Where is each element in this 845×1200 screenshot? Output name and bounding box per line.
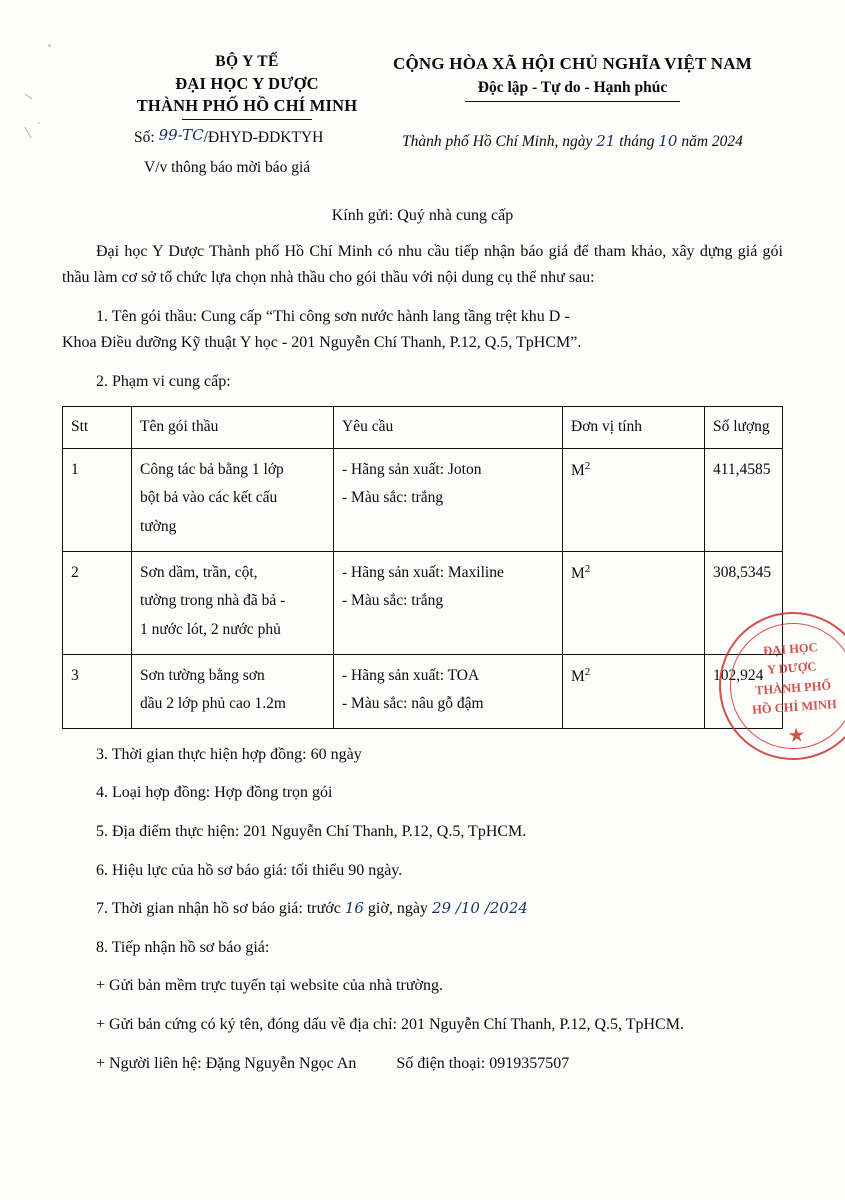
cell-unit <box>563 448 705 551</box>
column-header-requirement: Yêu cầu <box>334 407 563 448</box>
document-number-handwritten: 99-TC <box>158 126 204 145</box>
section-7-prefix: 7. Thời gian nhận hồ sơ báo giá: trước <box>96 900 341 918</box>
nation-divider <box>465 101 680 102</box>
section-7-hour: 16 <box>344 899 364 918</box>
section-7 <box>62 896 783 922</box>
cell-stt: 3 <box>63 654 132 728</box>
column-header-package-name: Tên gói thầu <box>132 407 334 448</box>
issuer-ministry: BỘ Y TẾ <box>215 53 279 70</box>
cell-requirement <box>334 654 563 728</box>
unit-exponent: 2 <box>584 562 591 575</box>
cell-line: tường trong nhà đã bả - <box>140 592 286 610</box>
seal-line-3: THÀNH PHỐ <box>754 678 832 698</box>
section-1-line-2: Khoa Điều dưỡng Kỹ thuật Y học - 201 Nguyễn Chí Thanh, P.12, Q.5, TpHCM”. <box>62 333 582 351</box>
table-row <box>63 551 783 654</box>
contact-line <box>62 1051 783 1077</box>
place-date-month-label: tháng <box>619 133 655 151</box>
cell-unit <box>563 654 705 728</box>
cell-package-name <box>132 551 334 654</box>
place-and-date <box>372 132 773 151</box>
scan-speck <box>48 44 51 47</box>
cell-line: tường <box>140 517 177 535</box>
cell-line: 1 nước lót, 2 nước phủ <box>140 620 281 638</box>
contact-phone: Số điện thoại: 0919357507 <box>396 1054 570 1072</box>
section-2-title: 2. Phạm vi cung cấp: <box>96 372 231 390</box>
nation-motto: Độc lập - Tự do - Hạnh phúc <box>477 78 668 96</box>
column-header-stt: Stt <box>63 407 132 448</box>
cell-line: - Hãng sản xuất: TOA <box>342 666 480 684</box>
cell-quantity: 308,5345 <box>705 551 783 654</box>
document-subject: V/v thông báo mời báo giá <box>144 159 311 177</box>
column-header-quantity: Số lượng <box>705 407 783 448</box>
unit-value: M <box>571 461 585 479</box>
seal-star-icon: ★ <box>788 724 805 745</box>
cell-line: Sơn tường bằng sơn <box>140 666 265 684</box>
cell-package-name <box>132 448 334 551</box>
header-nation-block <box>372 52 783 151</box>
cell-line: dầu 2 lớp phủ cao 1.2m <box>140 695 286 713</box>
nation-title: CỘNG HÒA XÃ HỘI CHỦ NGHĨA VIỆT NAM <box>393 54 752 73</box>
section-3: 3. Thời gian thực hiện hợp đồng: 60 ngày <box>96 745 362 763</box>
section-5: 5. Địa điểm thực hiện: 201 Nguyễn Chí Thanh, P.12, Q.5, TpHCM. <box>96 823 527 841</box>
table-header-row <box>63 407 783 448</box>
place-date-day: 21 <box>596 132 616 151</box>
document-number-suffix: /ĐHYD-ĐDKTYH <box>203 129 324 147</box>
unit-exponent: 2 <box>584 459 591 472</box>
cell-line: Công tác bả bằng 1 lớp <box>140 460 284 478</box>
scan-speck <box>38 122 40 124</box>
cell-requirement <box>334 448 563 551</box>
cell-line: bột bả vào các kết cấu <box>140 489 278 507</box>
recipient-line: Kính gửi: Quý nhà cung cấp <box>331 207 514 225</box>
section-8: 8. Tiếp nhận hồ sơ báo giá: <box>96 938 270 956</box>
section-7-date: 29 /10 /2024 <box>431 899 528 918</box>
cell-package-name <box>132 654 334 728</box>
unit-value: M <box>571 564 585 582</box>
section-4: 4. Loại hợp đồng: Hợp đồng trọn gói <box>96 784 333 802</box>
document-number-prefix: Số: <box>134 129 155 147</box>
seal-line-1: ĐẠI HỌC <box>762 640 819 658</box>
place-date-year: năm 2024 <box>681 133 743 151</box>
section-6: 6. Hiệu lực của hồ sơ báo giá: tối thiểu 90 ngày. <box>96 861 403 879</box>
seal-line-2: Y DƯỢC <box>766 659 817 678</box>
document-header <box>62 52 783 177</box>
place-date-month: 10 <box>658 132 678 151</box>
cell-stt: 1 <box>63 448 132 551</box>
table-row <box>63 654 783 728</box>
cell-quantity: 411,4585 <box>705 448 783 551</box>
issuer-divider <box>182 119 312 120</box>
section-8-option-hardcopy: + Gửi bản cứng có ký tên, đóng dấu về địa chỉ: 201 Nguyễn Chí Thanh, P.12, Q.5, TpHCM. <box>96 1016 684 1034</box>
intro-paragraph: Đại học Y Dược Thành phố Hồ Chí Minh có nhu cầu tiếp nhận báo giá để tham khảo, xây dựng giá gói thầu làm cơ sở tổ chức lựa chọn nhà thầu cho gói thầu với nội dung cụ thể như sau: <box>62 243 783 287</box>
cell-quantity: 102,924 <box>705 654 783 728</box>
cell-line: - Màu sắc: trắng <box>342 489 444 507</box>
issuer-university: ĐẠI HỌC Y DƯỢC <box>175 73 319 93</box>
cell-line: Sơn dầm, trần, cột, <box>140 563 258 581</box>
seal-line-4: HỒ CHÍ MINH <box>751 697 838 718</box>
section-1-line-1: 1. Tên gói thầu: Cung cấp “Thi công sơn nước hành lang tầng trệt khu D - <box>96 308 570 326</box>
place-date-prefix: Thành phố Hồ Chí Minh, ngày <box>402 133 593 151</box>
column-header-unit: Đơn vị tính <box>563 407 705 448</box>
cell-unit <box>563 551 705 654</box>
unit-value: M <box>571 667 585 685</box>
header-issuer-block <box>62 52 372 177</box>
scan-mark <box>25 127 32 138</box>
section-7-mid: giờ, ngày <box>367 900 428 918</box>
scan-mark <box>25 94 33 100</box>
document-number-line <box>122 128 372 147</box>
contact-person: + Người liên hệ: Đặng Nguyễn Ngọc An <box>96 1054 357 1072</box>
cell-line: - Màu sắc: nâu gỗ đậm <box>342 695 484 713</box>
issuer-city: THÀNH PHỐ HỒ CHÍ MINH <box>136 96 358 116</box>
section-8-option-online: + Gửi bản mềm trực tuyến tại website của nhà trường. <box>96 977 443 995</box>
scope-of-supply-table <box>62 406 783 729</box>
cell-line: - Hãng sản xuất: Joton <box>342 460 482 478</box>
table-row <box>63 448 783 551</box>
cell-line: - Hãng sản xuất: Maxiline <box>342 563 504 581</box>
cell-line: - Màu sắc: trắng <box>342 592 444 610</box>
unit-exponent: 2 <box>584 665 591 678</box>
cell-requirement <box>334 551 563 654</box>
cell-stt: 2 <box>63 551 132 654</box>
